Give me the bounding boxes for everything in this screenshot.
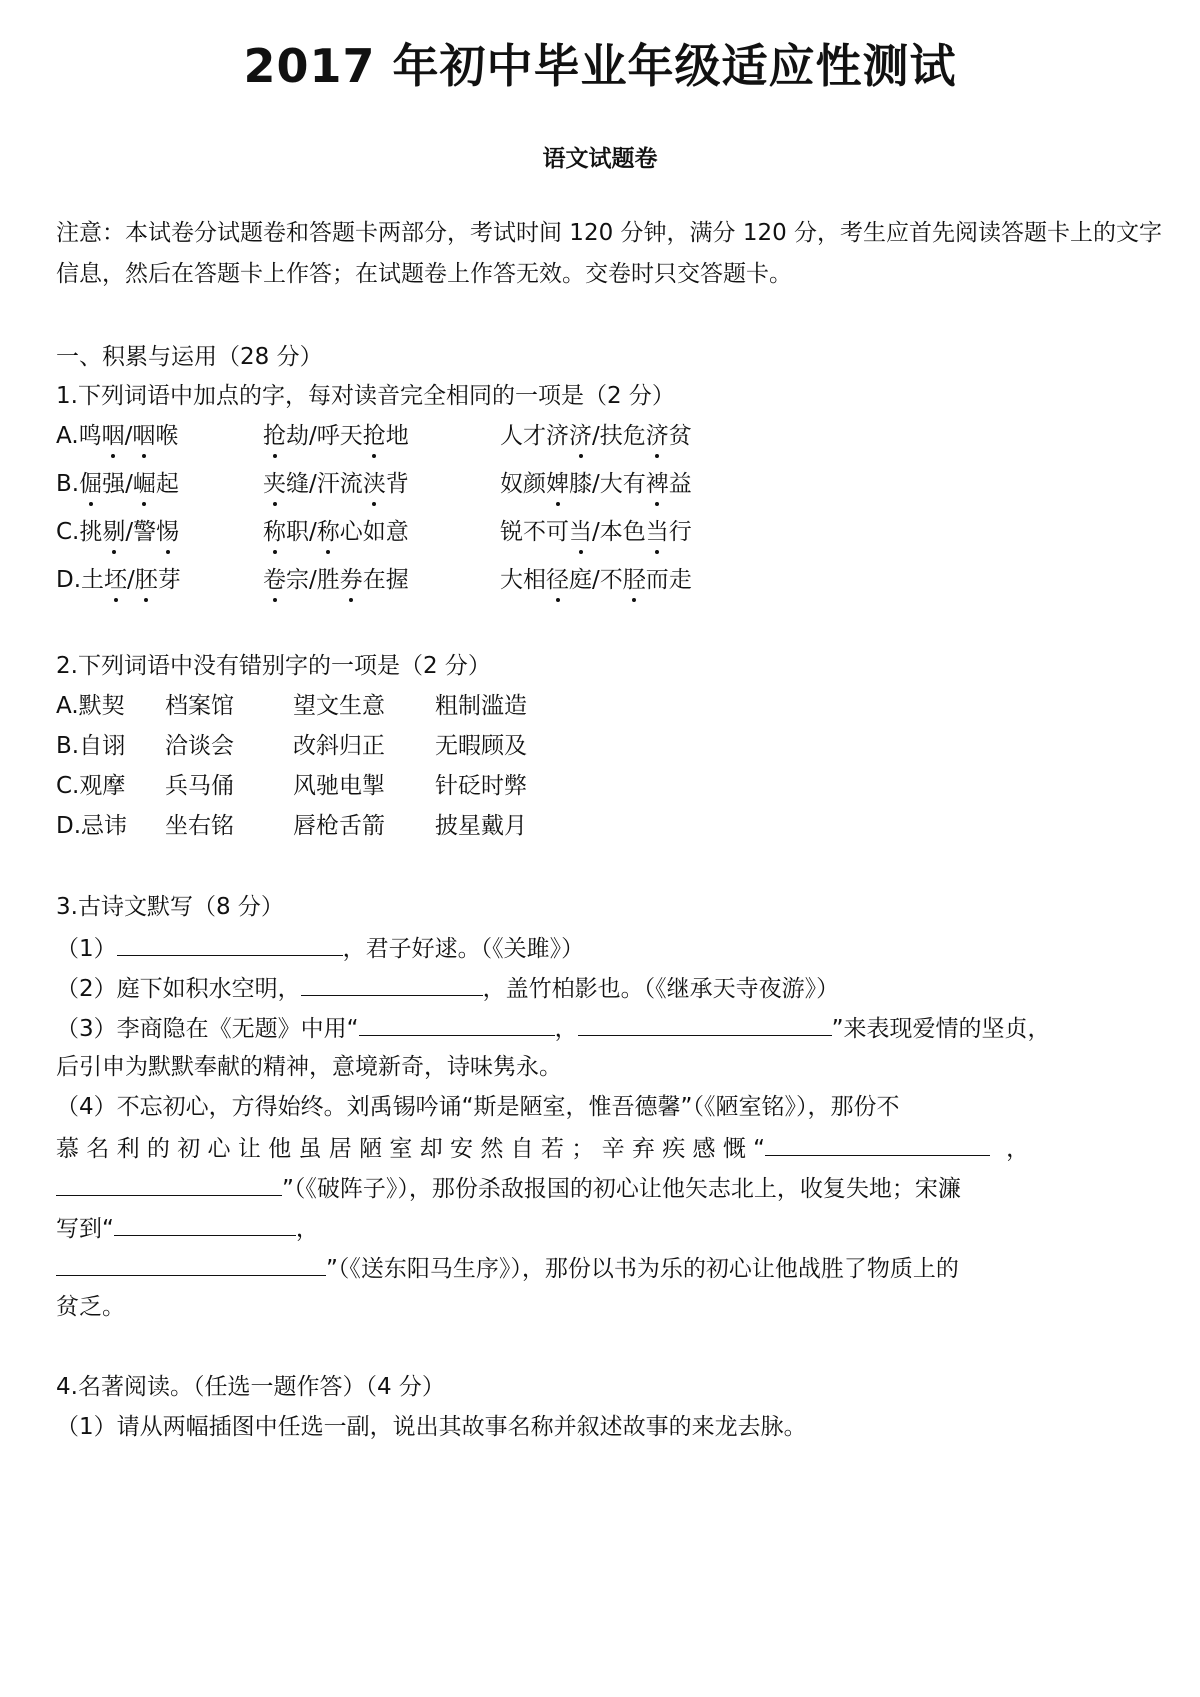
answer-blank[interactable] xyxy=(578,1011,832,1036)
answer-blank[interactable] xyxy=(56,1251,326,1276)
text: / xyxy=(125,519,134,545)
word: 望文生意 xyxy=(293,693,385,719)
text: 行 xyxy=(668,519,692,545)
text: 土 xyxy=(81,567,105,593)
text: ，盖竹柏影也。（《继承天寺夜游》） xyxy=(482,976,840,1002)
text: /扶危 xyxy=(592,423,646,449)
q3-item-4-line3 xyxy=(56,1171,961,1205)
option-label: A. xyxy=(56,693,79,719)
dotted-char: 崛 xyxy=(133,468,156,500)
dotted-char: 剔 xyxy=(102,516,125,548)
text: （3）李商隐在《无题》中用“ xyxy=(56,1016,359,1042)
text: / xyxy=(124,423,133,449)
dotted-char: 称 xyxy=(263,516,286,548)
word: 唇枪舌箭 xyxy=(293,813,385,839)
text: 挑 xyxy=(79,519,103,545)
text: 益 xyxy=(668,471,692,497)
option-label: B. xyxy=(56,471,80,497)
text: 背 xyxy=(385,471,409,497)
dotted-char: 抢 xyxy=(363,420,386,452)
dotted-char: 倔 xyxy=(79,468,102,500)
paper-subtitle: 语文试题卷 xyxy=(542,146,658,172)
text: 芽 xyxy=(157,567,181,593)
word: 档案馆 xyxy=(165,693,234,719)
dotted-char: 卷 xyxy=(263,564,286,596)
option-label: D. xyxy=(56,567,82,593)
text: 喉 xyxy=(155,423,179,449)
dotted-char: 咽 xyxy=(102,420,125,452)
option-label: A. xyxy=(56,423,79,449)
word: 忌讳 xyxy=(81,813,128,839)
dotted-char: 胚 xyxy=(135,564,158,596)
word: 无暇顾及 xyxy=(435,733,527,759)
word: 粗制滥造 xyxy=(435,693,527,719)
dotted-char: 当 xyxy=(646,516,669,548)
text: /本色 xyxy=(592,519,646,545)
text: 鸣 xyxy=(78,423,102,449)
text: 宗/胜 xyxy=(286,567,340,593)
dotted-char: 婢 xyxy=(546,468,569,500)
answer-blank[interactable] xyxy=(359,1011,555,1036)
text: 人才济 xyxy=(500,423,569,449)
q1-stem: 1.下列词语中加点的字，每对读音完全相同的一项是（2 分） xyxy=(56,383,675,409)
q3-item-1 xyxy=(56,931,584,965)
text: 膝/大有 xyxy=(569,471,646,497)
text: ， xyxy=(295,1216,319,1242)
q3-item-3 xyxy=(56,1011,1050,1045)
text: 奴颜 xyxy=(500,471,546,497)
dotted-char: 惕 xyxy=(156,516,179,548)
text: 锐不可 xyxy=(500,519,569,545)
dotted-char: 济 xyxy=(569,420,592,452)
text: 缝/汗流 xyxy=(286,471,363,497)
q2-stem: 2.下列词语中没有错别字的一项是（2 分） xyxy=(56,653,491,679)
text: ， xyxy=(1006,1136,1030,1162)
word: 观摩 xyxy=(79,773,126,799)
text: 而走 xyxy=(645,567,692,593)
text: 庭/不 xyxy=(569,567,623,593)
dotted-char: 坯 xyxy=(104,564,127,596)
word: 兵马俑 xyxy=(165,773,234,799)
option-label: C. xyxy=(56,773,80,799)
dotted-char: 夹 xyxy=(263,468,286,500)
dotted-char: 浃 xyxy=(363,468,386,500)
answer-blank[interactable] xyxy=(765,1131,990,1156)
text: （2）庭下如积水空明， xyxy=(56,976,301,1002)
exam-notice: 注意：本试卷分试题卷和答题卡两部分，考试时间 120 分钟，满分 120 分，考生应首先阅读答题卡上的文字信息，然后在答题卡上作答；在试题卷上作答无效。交卷时只交答题卡。 xyxy=(56,220,1163,287)
text: 慕 名 利 的 初 心 让 他 虽 居 陋 室 却 安 然 自 若 ； 辛 弃 疾 感 慨 “ xyxy=(56,1136,766,1162)
text: 劫/呼天 xyxy=(286,423,363,449)
text: ”（《破阵子》），那份杀敌报国的初心让他矢志北上，收复失地；宋濂 xyxy=(282,1176,961,1202)
q3-item-4-line5 xyxy=(56,1251,959,1285)
dotted-char: 抢 xyxy=(263,420,286,452)
option-label: C. xyxy=(56,519,80,545)
q3-item-4-line4 xyxy=(56,1211,319,1245)
answer-blank[interactable] xyxy=(56,1171,282,1196)
dotted-char: 胫 xyxy=(623,564,646,596)
text: 贫 xyxy=(668,423,692,449)
text: ”来表现爱情的坚贞， xyxy=(831,1016,1051,1042)
word: 默契 xyxy=(78,693,125,719)
text: ”（《送东阳马生序》），那份以书为乐的初心让他战胜了物质上的 xyxy=(326,1256,959,1282)
word: 风驰电掣 xyxy=(293,773,385,799)
word: 改斜归正 xyxy=(293,733,385,759)
option-label: D. xyxy=(56,813,82,839)
text: / xyxy=(127,567,135,593)
text: 大相 xyxy=(500,567,546,593)
exam-title: 2017 年初中毕业年级适应性测试 xyxy=(243,39,957,93)
dotted-char: 咽 xyxy=(132,420,155,452)
text: 强/ xyxy=(102,471,133,497)
dotted-char: 裨 xyxy=(646,468,669,500)
text: 警 xyxy=(133,519,157,545)
word: 针砭时弊 xyxy=(435,773,527,799)
word: 披星戴月 xyxy=(435,813,527,839)
dotted-char: 称 xyxy=(317,516,340,548)
q3-item-3-cont: 后引申为默默奉献的精神，意境新奇，诗味隽永。 xyxy=(56,1054,562,1080)
q4-stem: 4.名著阅读。（任选一题作答）（4 分） xyxy=(56,1374,445,1400)
dotted-char: 济 xyxy=(646,420,669,452)
word: 坐右铭 xyxy=(165,813,234,839)
text: 写到“ xyxy=(56,1216,114,1242)
answer-blank[interactable] xyxy=(301,971,483,996)
answer-blank[interactable] xyxy=(114,1211,296,1236)
option-label: B. xyxy=(56,733,80,759)
q3-stem: 3.古诗文默写（8 分） xyxy=(56,894,284,920)
text: （1） xyxy=(56,936,117,962)
text: ，君子好逑。（《关雎》） xyxy=(342,936,585,962)
section-heading: 一、积累与运用（28 分） xyxy=(56,344,323,370)
dotted-char: 当 xyxy=(569,516,592,548)
text: 地 xyxy=(385,423,409,449)
q3-item-4-line6: 贫乏。 xyxy=(56,1294,125,1320)
text: 起 xyxy=(155,471,179,497)
q3-item-4: （4）不忘初心，方得始终。刘禹锡吟诵“斯是陋室，惟吾德馨”（《陋室铭》），那份不 xyxy=(56,1094,900,1120)
word: 洽谈会 xyxy=(165,733,234,759)
q3-item-4-line2 xyxy=(56,1131,1029,1165)
q4-item-1: （1）请从两幅插图中任选一副，说出其故事名称并叙述故事的来龙去脉。 xyxy=(56,1414,807,1440)
text: 职/ xyxy=(286,519,317,545)
word: 自诩 xyxy=(79,733,126,759)
text: ， xyxy=(554,1016,578,1042)
dotted-char: 径 xyxy=(546,564,569,596)
text: 在握 xyxy=(362,567,409,593)
dotted-char: 券 xyxy=(340,564,363,596)
text: 心如意 xyxy=(339,519,409,545)
q3-item-2 xyxy=(56,971,839,1005)
answer-blank[interactable] xyxy=(117,931,343,956)
